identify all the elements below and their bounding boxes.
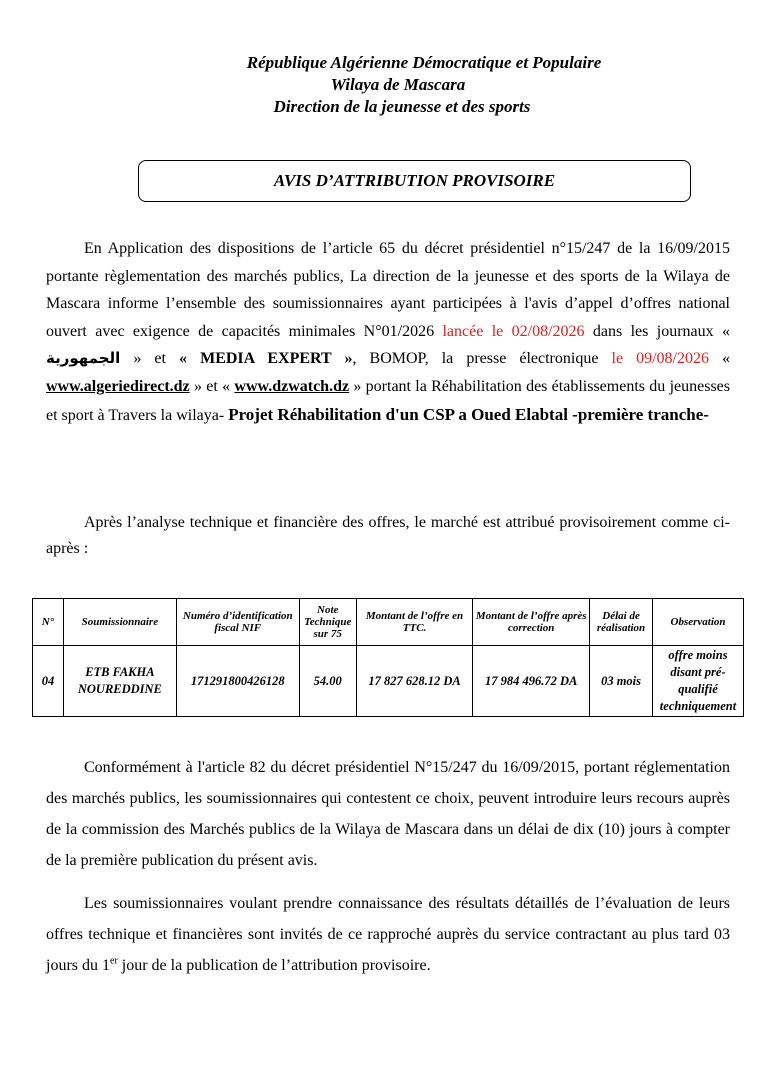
journal-media-expert: « MEDIA EXPERT » <box>179 350 353 368</box>
cell-amount-corrected: 17 984 496.72 DA <box>473 646 590 717</box>
table-row <box>33 646 744 717</box>
table-header-row <box>33 599 744 646</box>
p1-text-f: » et « <box>193 377 231 395</box>
col-score: Note Technique sur 75 <box>299 599 356 646</box>
document-header <box>0 52 768 118</box>
p1-text-e: « <box>722 350 731 368</box>
cell-amount: 17 827 628.12 DA <box>356 646 473 717</box>
p1-text-b: dans les journaux « <box>592 322 731 340</box>
cell-delay: 03 mois <box>590 646 653 717</box>
p1-text-c: » et <box>133 350 166 368</box>
col-num: N° <box>33 599 64 646</box>
header-wilaya: Wilaya de Mascara <box>330 75 466 94</box>
journal-el-djoumhouria: الجمهورية <box>46 349 121 368</box>
col-amount: Montant de l’offre en TTC. <box>356 599 473 646</box>
paragraph-results <box>46 888 730 981</box>
site-algeriedirect-link[interactable]: www.algeriedirect.dz <box>46 377 190 395</box>
project-name: Projet Réhabilitation d'un CSP a Oued Elabtal -première tranche- <box>228 404 709 424</box>
site-dzwatch-link[interactable]: www.dzwatch.dz <box>234 377 350 395</box>
press-date: le 09/08/2026 <box>611 350 709 368</box>
p4-text-b: jour de la publication de l’attribution provisoire. <box>121 957 431 974</box>
paragraph-application <box>46 235 730 429</box>
cell-num: 04 <box>33 646 64 717</box>
cell-nif: 171291800426128 <box>176 646 299 717</box>
launch-date: lancée le 02/08/2026 <box>442 322 585 340</box>
paragraph-appeal <box>46 752 730 876</box>
p1-text-a: En Application des dispositions de l’article 65 du décret présidentiel n°15/247 de la 16/09/2015 portante règlementation des marchés publics, La direction de la jeunesse et des sports de la Wilaya de Mascara informe l’ensemble des soumissionnaires ayant participées à l'avis d’appel d’offres national ouvert avec exigence de capacités minimales N°01/2026 <box>46 240 730 340</box>
cell-score: 54.00 <box>299 646 356 717</box>
cell-bidder: ETB FAKHA NOUREDDINE <box>63 646 176 717</box>
p4-text-a: Les soumissionnaires voulant prendre connaissance des résultats détaillés de l’évaluation de leurs offres technique et financières sont invités de ce rapproché auprès du service contractant au plus tard 03 jours du 1 <box>46 895 730 974</box>
p3-text: Conformément à l'article 82 du décret présidentiel N°15/247 du 16/09/2015, portant réglementation des marchés publics, les soumissionnaires qui contestent ce choix, peuvent introduire leurs recours auprès de la commission des Marchés publics de la Wilaya de Mascara dans un délai de dix (10) jours à compter de la première publication du présent avis. <box>46 759 730 869</box>
p4-superscript: er <box>110 955 118 967</box>
header-direction: Direction de la jeunesse et des sports <box>273 97 531 116</box>
cell-observation: offre moins disant pré-qualifié techniquement <box>653 646 744 717</box>
p1-text-d: , BOMOP, la presse électronique <box>352 350 599 368</box>
p2-text: Après l’analyse technique et financière des offres, le marché est attribué provisoirement comme ci-après : <box>46 514 730 557</box>
p1-text-g: » portant la Réhabilitation des établissements du jeunesses et sport à Travers la wilaya- <box>46 377 731 424</box>
notice-title: AVIS D’ATTRIBUTION PROVISOIRE <box>138 160 691 202</box>
col-observation: Observation <box>653 599 744 646</box>
paragraph-analysis <box>46 510 730 562</box>
col-bidder: Soumissionnaire <box>63 599 176 646</box>
attribution-table <box>32 598 744 717</box>
col-nif: Numéro d’identification fiscal NIF <box>176 599 299 646</box>
col-delay: Délai de réalisation <box>590 599 653 646</box>
header-republic: République Algérienne Démocratique et Populaire <box>246 53 602 72</box>
col-amount-corrected: Montant de l’offre après correction <box>473 599 590 646</box>
